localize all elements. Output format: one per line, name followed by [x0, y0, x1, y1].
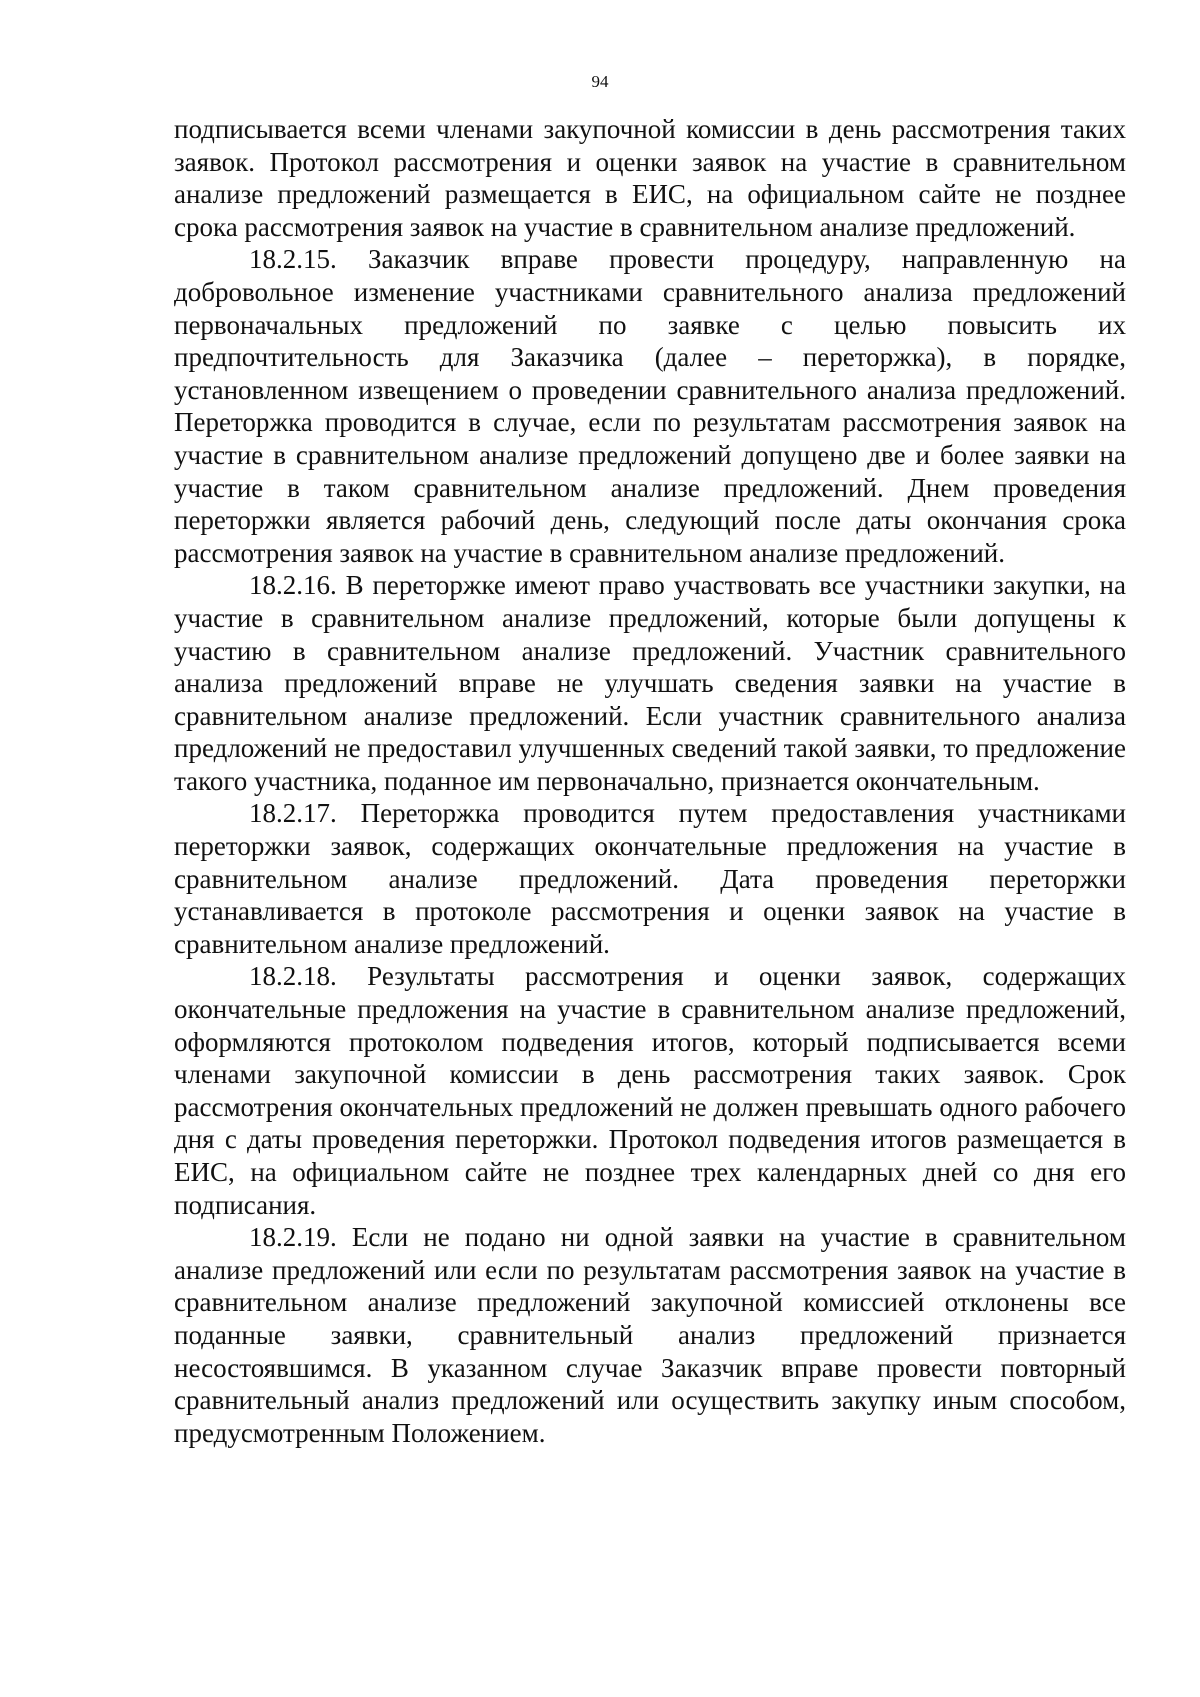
paragraph-18-2-16: 18.2.16. В переторжке имеют право участвовать все участники закупки, на участие в сравнительном анализе предложений, которые были допущены к участию в сравнительном анализе предложений. Участник сравнительного анализа предложений вправе не улучшать сведения заявки на участие в сравнительном анализе предложений. Если участник сравнительного анализа предложений не предоставил улучшенных сведений такой заявки, то предложение такого участника, поданное им первоначально, признается окончательным.	[174, 570, 1126, 796]
page-number: 94	[591, 72, 609, 91]
paragraph-continuation: подписывается всеми членами закупочной комиссии в день рассмотрения таких заявок. Протокол рассмотрения и оценки заявок на участие в сравнительном анализе предложений размещается в ЕИС, на официальном сайте не позднее срока рассмотрения заявок на участие в сравнительном анализе предложений.	[174, 114, 1126, 242]
paragraph-18-2-19: 18.2.19. Если не подано ни одной заявки на участие в сравнительном анализе предложений или если по результатам рассмотрения заявок на участие в сравнительном анализе предложений закупочной комиссией отклонены все поданные заявки, сравнительный анализ предложений признается несостоявшимся. В указанном случае Заказчик вправе провести повторный сравнительный анализ предложений или осуществить закупку иным способом, предусмотренным Положением.	[174, 1222, 1126, 1448]
paragraph-18-2-15: 18.2.15. Заказчик вправе провести процедуру, направленную на добровольное изменение участниками сравнительного анализа предложений первоначальных предложений по заявке с целью повысить их предпочтительность для Заказчика (далее – переторжка), в порядке, установленном извещением о проведении сравнительного анализа предложений. Переторжка проводится в случае, если по результатам рассмотрения заявок на участие в сравнительном анализе предложений допущено две и более заявки на участие в таком сравнительном анализе предложений. Днем проведения переторжки является рабочий день, следующий после даты окончания срока рассмотрения заявок на участие в сравнительном анализе предложений.	[174, 244, 1126, 568]
document-body	[174, 113, 1126, 1449]
paragraph-18-2-18: 18.2.18. Результаты рассмотрения и оценки заявок, содержащих окончательные предложения на участие в сравнительном анализе предложений, оформляются протоколом подведения итогов, который подписывается всеми членами закупочной комиссии в день рассмотрения таких заявок. Срок рассмотрения окончательных предложений не должен превышать одного рабочего дня с даты проведения переторжки. Протокол подведения итогов размещается в ЕИС, на официальном сайте не позднее трех календарных дней со дня его подписания.	[174, 961, 1126, 1220]
paragraph-18-2-17: 18.2.17. Переторжка проводится путем предоставления участниками переторжки заявок, содержащих окончательные предложения на участие в сравнительном анализе предложений. Дата проведения переторжки устанавливается в протоколе рассмотрения и оценки заявок на участие в сравнительном анализе предложений.	[174, 798, 1126, 959]
